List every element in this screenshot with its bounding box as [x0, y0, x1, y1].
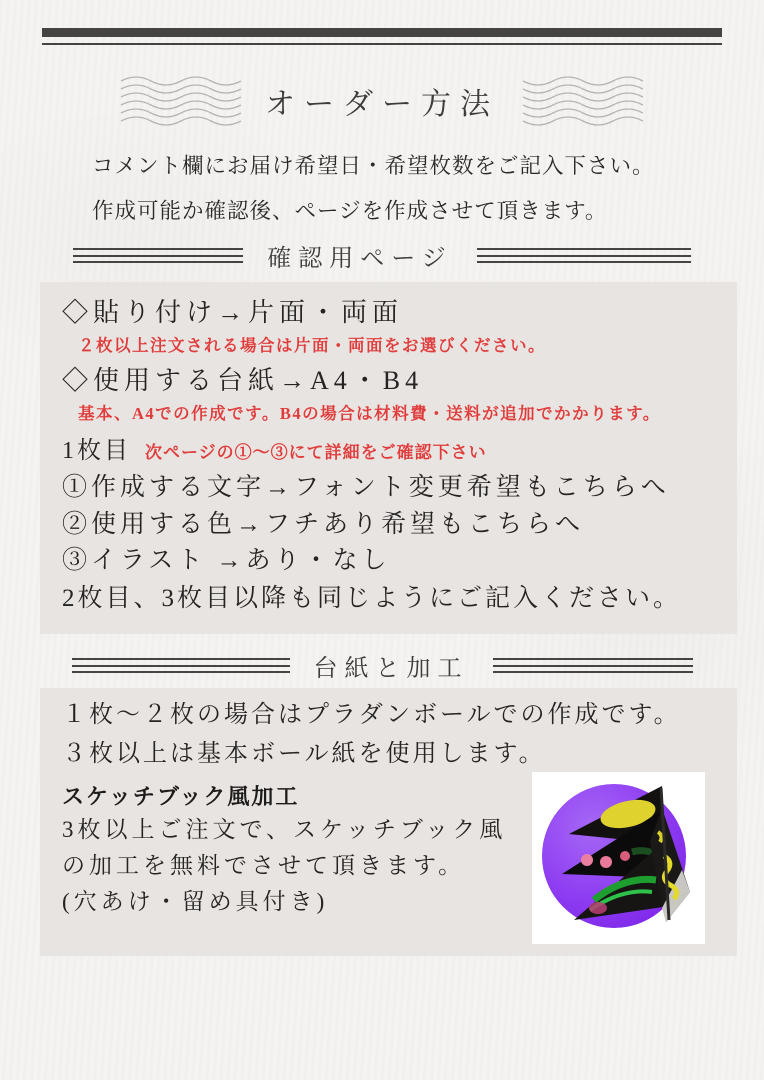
triple-line-right-icon — [493, 658, 693, 673]
sheet1-note: 次ページの①〜③にて詳細をご確認下さい — [145, 443, 487, 462]
wave-decoration-left-icon — [119, 76, 243, 126]
wave-decoration-right-icon — [521, 76, 645, 126]
triple-line-left-icon — [72, 658, 290, 673]
intro-line-1: コメント欄にお届け希望日・希望枚数をご記入下さい。 — [92, 154, 655, 178]
finish-detail-3: (穴あけ・留め具付き) — [62, 889, 329, 914]
section-header-material — [0, 648, 764, 683]
material-line-1: １枚〜２枚の場合はプラダンボールでの作成です。 — [62, 702, 681, 728]
page-title: オーダー方法 — [265, 88, 499, 121]
top-rule-thin — [42, 43, 722, 45]
finish-detail-2: の加工を無料でさせて頂きます。 — [62, 853, 466, 878]
triple-line-left-icon — [73, 248, 243, 263]
confirm-closing-line: 2枚目、3枚目以降も同じようにご記入ください。 — [62, 584, 682, 612]
step-3-illustration: ③イラスト →あり・なし — [62, 547, 391, 574]
confirm-section-heading: 確認用ページ — [267, 245, 453, 272]
triple-line-right-icon — [477, 248, 691, 263]
top-rule-thick — [42, 28, 722, 37]
finish-detail-1: 3枚以上ご注文で、スケッチブック風 — [62, 817, 507, 842]
paste-option-item: ◇貼り付け→片面・両面 — [62, 298, 404, 327]
intro-line-2: 作成可能か確認後、ページを作成させて頂きます。 — [92, 199, 608, 223]
sketchbook-finish-subheading: スケッチブック風加工 — [62, 784, 300, 809]
confirm-panel — [40, 282, 737, 634]
material-panel — [40, 688, 737, 956]
sheet1-line — [62, 435, 719, 470]
paste-option-note: ２枚以上注文される場合は片面・両面をお選びください。 — [78, 336, 546, 355]
board-option-item: ◇使用する台紙→A4・B4 — [62, 366, 424, 395]
material-line-2: ３枚以上は基本ボール紙を使用します。 — [62, 741, 546, 767]
step-1-text: ①作成する文字→フォント変更希望もこちらへ — [62, 474, 670, 501]
material-section-heading: 台紙と加工 — [313, 655, 469, 682]
section-header-confirm — [0, 238, 764, 273]
step-2-color: ②使用する色→フチあり希望もこちらへ — [62, 510, 585, 538]
title-row — [0, 74, 764, 128]
sheet1-label: 1枚目 — [62, 438, 131, 464]
intro-text — [92, 144, 655, 234]
sketchbook-illustration-icon — [532, 772, 705, 944]
sketchbook-photo — [532, 772, 705, 944]
board-option-note: 基本、A4での作成です。B4の場合は材料費・送料が追加でかかります。 — [78, 404, 661, 423]
